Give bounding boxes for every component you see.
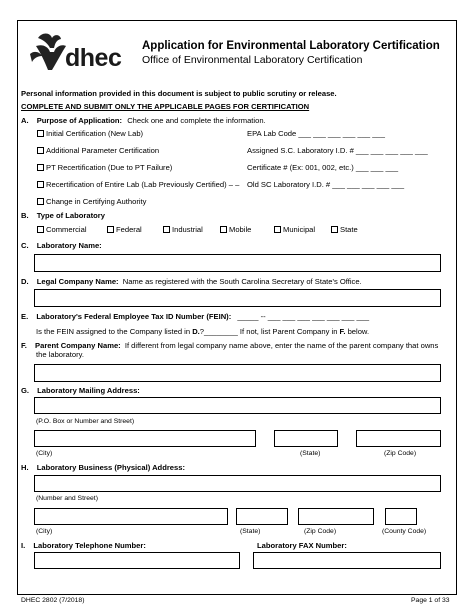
- checkbox-additional-parameter[interactable]: [37, 147, 44, 154]
- form-id: DHEC 2802 (7/2018): [21, 597, 85, 604]
- section-label: D.: [21, 277, 29, 286]
- telephone-input[interactable]: [34, 552, 240, 569]
- legal-company-name-input[interactable]: [34, 289, 441, 307]
- section-title: Purpose of Application:: [36, 116, 123, 125]
- option-label: PT Recertification (Due to PT Failure): [46, 163, 173, 172]
- mailing-zip-caption: (Zip Code): [384, 450, 417, 457]
- section-g-heading: [21, 386, 140, 395]
- assigned-lab-id-field[interactable]: Assigned S.C. Laboratory I.D. # ___ ___ ___ ___ ___: [247, 146, 428, 155]
- question-text: Is the FEIN assigned to the Company listed in: [36, 327, 191, 336]
- section-title: Laboratory Telephone Number:: [33, 541, 146, 550]
- physical-city-input[interactable]: [34, 508, 228, 525]
- logo-text: dhec: [65, 44, 122, 72]
- fax-input[interactable]: [253, 552, 441, 569]
- section-i-heading: [21, 541, 146, 550]
- checkbox-change-certifying-authority[interactable]: [37, 198, 44, 205]
- mailing-street-caption: (P.O. Box or Number and Street): [36, 418, 135, 425]
- option-label: Recertification of Entire Lab (Lab Previously Certified) – –: [46, 180, 240, 189]
- section-label: F.: [21, 341, 27, 350]
- type-label: Federal: [116, 225, 142, 234]
- section-label: G.: [21, 386, 30, 395]
- section-f-heading: [21, 341, 438, 350]
- section-title: Laboratory Name:: [36, 241, 102, 250]
- page-number: Page 1 of 33: [411, 597, 450, 604]
- type-label: State: [340, 225, 358, 234]
- parent-company-name-input[interactable]: [34, 364, 441, 382]
- palmetto-logo-icon: [28, 30, 68, 74]
- checkbox-commercial[interactable]: [37, 226, 44, 233]
- section-label: I.: [21, 541, 26, 550]
- checkbox-initial-certification[interactable]: [37, 130, 44, 137]
- physical-street-input[interactable]: [34, 475, 441, 492]
- section-h-heading: [21, 463, 185, 472]
- question-ref: F.: [339, 327, 346, 336]
- section-title: Laboratory Mailing Address:: [37, 386, 140, 395]
- section-f-hint-continued: the laboratory.: [36, 350, 84, 359]
- mailing-zip-input[interactable]: [356, 430, 441, 447]
- question-text: below.: [347, 327, 370, 336]
- section-label: H.: [21, 463, 29, 472]
- physical-state-input[interactable]: [236, 508, 288, 525]
- mailing-state-input[interactable]: [274, 430, 338, 447]
- section-hint: Name as registered with the South Carolina Secretary of State's Office.: [122, 277, 362, 286]
- section-title: Legal Company Name:: [36, 277, 119, 286]
- epa-lab-code-field[interactable]: EPA Lab Code ___ ___ ___ ___ ___ ___: [247, 129, 385, 138]
- section-label: B.: [21, 211, 29, 220]
- fein-blank[interactable]: _____ -- ___ ___ ___ ___ ___ ___ ___: [237, 312, 370, 321]
- physical-state-caption: (State): [240, 528, 261, 535]
- section-title: Type of Laboratory: [36, 211, 105, 220]
- section-d-heading: [21, 277, 362, 286]
- physical-city-caption: (City): [36, 528, 53, 535]
- checkbox-federal[interactable]: [107, 226, 114, 233]
- physical-county-input[interactable]: [385, 508, 417, 525]
- section-title: Laboratory Business (Physical) Address:: [36, 463, 185, 472]
- section-label: C.: [21, 241, 29, 250]
- type-label: Commercial: [46, 225, 87, 234]
- section-label: E.: [21, 312, 29, 321]
- checkbox-municipal[interactable]: [274, 226, 281, 233]
- section-e-heading: [21, 312, 369, 321]
- physical-zip-input[interactable]: [298, 508, 374, 525]
- checkbox-recertification-entire-lab[interactable]: [37, 181, 44, 188]
- question-text: ?________ If not, list Parent Company in: [199, 327, 338, 336]
- fax-heading: Laboratory FAX Number:: [257, 541, 347, 550]
- option-label: Additional Parameter Certification: [46, 146, 160, 155]
- question-ref: D.: [192, 327, 200, 336]
- option-label: Initial Certification (New Lab): [46, 129, 144, 138]
- type-label: Municipal: [283, 225, 316, 234]
- type-label: Industrial: [172, 225, 203, 234]
- physical-county-caption: (County Code): [382, 528, 427, 535]
- type-label: Mobile: [229, 225, 252, 234]
- old-lab-id-field[interactable]: Old SC Laboratory I.D. # ___ ___ ___ ___ ___: [247, 180, 405, 189]
- mailing-state-caption: (State): [300, 450, 321, 457]
- mailing-city-caption: (City): [36, 450, 53, 457]
- checkbox-industrial[interactable]: [163, 226, 170, 233]
- instruction-banner: COMPLETE AND SUBMIT ONLY THE APPLICABLE PAGES FOR CERTIFICATION: [21, 102, 310, 111]
- dhec-logo: [28, 30, 128, 76]
- checkbox-pt-recertification[interactable]: [37, 164, 44, 171]
- mailing-city-input[interactable]: [34, 430, 256, 447]
- physical-street-caption: (Number and Street): [36, 495, 98, 502]
- checkbox-state[interactable]: [331, 226, 338, 233]
- section-b-heading: [21, 211, 105, 220]
- option-label: Change in Certifying Authority: [46, 197, 147, 206]
- page-title: Application for Environmental Laboratory Certification: [142, 40, 440, 52]
- certificate-number-field[interactable]: Certificate # (Ex: 001, 002, etc.) ___ ___ ___: [247, 163, 399, 172]
- section-hint: Check one and complete the information.: [127, 116, 266, 125]
- laboratory-name-input[interactable]: [34, 254, 441, 272]
- page-subtitle: Office of Environmental Laboratory Certification: [142, 54, 363, 66]
- section-a-heading: [21, 116, 266, 125]
- privacy-notice: Personal information provided in this document is subject to public scrutiny or release.: [21, 89, 337, 98]
- fein-question: [36, 327, 369, 336]
- section-label: A.: [21, 116, 29, 125]
- physical-zip-caption: (Zip Code): [304, 528, 337, 535]
- section-c-heading: [21, 241, 102, 250]
- mailing-street-input[interactable]: [34, 397, 441, 414]
- checkbox-mobile[interactable]: [220, 226, 227, 233]
- section-hint: If different from legal company name above, enter the name of the parent company that owns: [124, 341, 439, 350]
- section-title: Parent Company Name:: [35, 341, 121, 350]
- section-title: Laboratory's Federal Employee Tax ID Number (FEIN):: [36, 312, 232, 321]
